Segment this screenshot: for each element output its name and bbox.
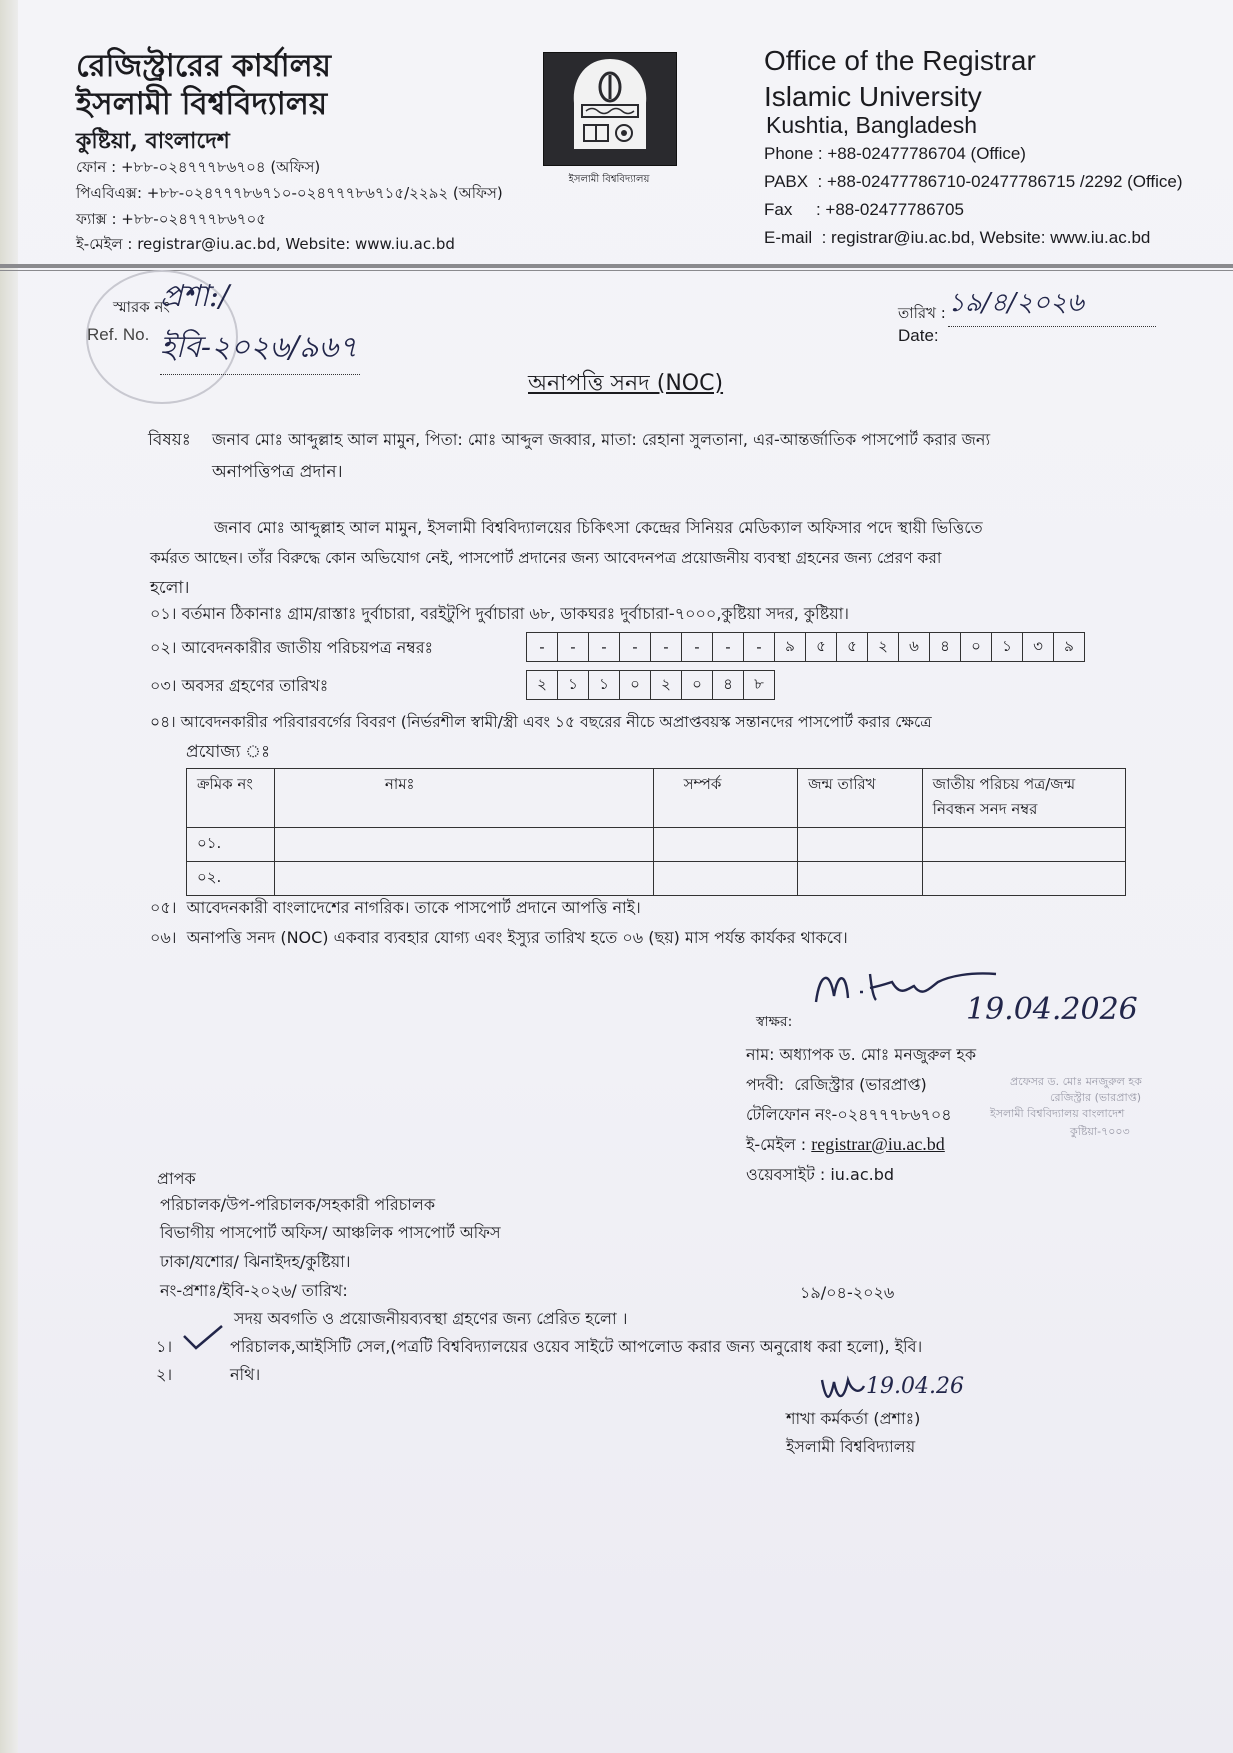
nid-digit-box-2: - xyxy=(589,633,620,662)
letterhead-pabx-bn: পিএবিএক্স: +৮৮-০২৪৭৭৭৮৬৭১০-০২৪৭৭৭৮৬৭১৫/২২৯২ (অফিস) xyxy=(76,184,503,202)
signatory-email xyxy=(746,1132,945,1159)
retirement-date-boxes xyxy=(526,670,775,700)
header-rule xyxy=(0,264,1233,268)
letterhead-fax-bn: ফ্যাক্স : +৮৮-০২৪৭৭৭৮৬৭০৫ xyxy=(76,210,266,228)
retire-digit-box-4: ২ xyxy=(651,671,682,700)
paragraph-line-2: কর্মরত আছেন। তাঁর বিরুদ্ধে কোন অভিযোগ নেই, পাসপোর্ট প্রদানের জন্য আবেদনপত্র প্রয়োজনীয় ব্যবস্থা গ্রহনের জন্য প্রেরণ করা xyxy=(150,549,942,567)
nid-digit-box-1: - xyxy=(558,633,589,662)
nid-digit-box-13: ৪ xyxy=(930,633,961,662)
copy-1-number: ১। xyxy=(156,1337,173,1356)
copy-2-text: নথি। xyxy=(230,1365,261,1384)
letterhead-office-en: Office of the Registrar xyxy=(764,45,1036,76)
copy-2-number: ২। xyxy=(156,1365,173,1384)
date-label-bn: তারিখ : xyxy=(898,304,946,322)
nid-digit-box-3: - xyxy=(620,633,651,662)
retire-digit-box-7: ৮ xyxy=(744,671,775,700)
item-5: ০৫। আবেদনকারী বাংলাদেশের নাগরিক। তাকে পাসপোর্ট প্রদানে আপত্তি নাই। xyxy=(150,898,641,917)
letterhead-phone-bn: ফোন : +৮৮-০২৪৭৭৭৮৬৭০৪ (অফিস) xyxy=(76,158,321,176)
seal-line-2: রেজিস্ট্রার (ভারপ্রাপ্ত) xyxy=(1050,1091,1142,1104)
table-cell xyxy=(798,828,923,862)
retire-digit-box-1: ১ xyxy=(558,671,589,700)
nid-digit-box-8: ৯ xyxy=(775,633,806,662)
letterhead-university-bn: ইসলামী বিশ্ববিদ্যালয় xyxy=(76,86,328,122)
item-3-label: ০৩। অবসর গ্রহণের তারিখঃ xyxy=(150,676,329,695)
table-cell: ০১. xyxy=(187,828,275,862)
copies-intro: সদয় অবগতি ও প্রয়োজনীয়ব্যবস্থা গ্রহণের জন্য প্রেরিত হলো । xyxy=(234,1309,628,1328)
family-members-table xyxy=(186,768,1126,896)
ref-label-bn: স্মারক নং xyxy=(113,298,170,316)
table-cell xyxy=(922,828,1125,862)
nid-digit-box-7: - xyxy=(744,633,775,662)
table-header-row xyxy=(187,769,1126,828)
document-title: অনাপত্তি সনদ (NOC) xyxy=(528,371,724,396)
memo-number: নং-প্রশাঃ/ইবি-২০২৬/ তারিখ: xyxy=(160,1281,348,1300)
header-rule-thin xyxy=(0,270,1233,271)
nid-digit-box-4: - xyxy=(651,633,682,662)
date-label-en: Date: xyxy=(898,326,939,345)
retire-digit-box-5: ০ xyxy=(682,671,713,700)
subject-line-2: অনাপত্তিপত্র প্রদান। xyxy=(212,462,343,482)
signature-date: 19.04.2026 xyxy=(966,992,1138,1027)
letterhead-email-en: E-mail : registrar@iu.ac.bd, Website: www.iu.ac.bd xyxy=(764,228,1151,247)
item-6: ০৬। অনাপত্তি সনদ (NOC) একবার ব্যবহার যোগ্য এবং ইস্যুর তারিখ হতে ০৬ (ছয়) মাস পর্যন্ত কার্যকর থাকবে। xyxy=(150,928,848,947)
nid-digit-box-16: ৩ xyxy=(1023,633,1054,662)
signatory-designation: পদবী: রেজিস্ট্রার (ভারপ্রাপ্ত) xyxy=(746,1075,927,1094)
check-mark-icon xyxy=(180,1322,226,1352)
letterhead-location-en: Kushtia, Bangladesh xyxy=(766,112,977,138)
seal-line-3: ইসলামী বিশ্ববিদ্যালয় বাংলাদেশ xyxy=(990,1107,1125,1120)
item-1-address: ০১। বর্তমান ঠিকানাঃ গ্রাম/রাস্তাঃ দুর্বাচারা, বরইটুপি দুর্বাচারা ৬৮, ডাকঘরঃ দুর্বাচারা-৭০০০,কুষ্টিয়া সদর, কুষ্টিয়া। xyxy=(150,604,850,623)
email-link[interactable]: registrar@iu.ac.bd xyxy=(811,1134,945,1154)
university-logo-icon xyxy=(544,53,676,165)
nid-digit-box-5: - xyxy=(682,633,713,662)
signatory-phone: টেলিফোন নং-০২৪৭৭৭৮৬৭০৪ xyxy=(746,1105,952,1124)
col-nid: জাতীয় পরিচয় পত্র/জন্ম নিবন্ধন সনদ নম্বর xyxy=(922,769,1125,828)
nid-digit-box-15: ১ xyxy=(992,633,1023,662)
recipient-label: প্রাপক xyxy=(157,1169,196,1188)
section-officer-signature-icon xyxy=(818,1372,866,1406)
ref-number: প্রশা:/ইবি-২০২৬/৯৬৭ xyxy=(160,272,360,375)
nid-digit-box-10: ৫ xyxy=(837,633,868,662)
email-label: ই-মেইল : xyxy=(746,1135,812,1154)
col-serial: ক্রমিক নং xyxy=(187,769,275,828)
letterhead-email-bn: ই-মেইল : registrar@iu.ac.bd, Website: www.iu.ac.bd xyxy=(76,235,455,253)
table-cell xyxy=(798,862,923,896)
recipient-line-3: ঢাকা/যশোর/ ঝিনাইদহ/কুষ্টিয়া। xyxy=(160,1252,351,1271)
item-2-label: ০২। আবেদনকারীর জাতীয় পরিচয়পত্র নম্বরঃ xyxy=(150,638,434,657)
letterhead-office-bn: রেজিস্ট্রারের কার্যালয় xyxy=(76,48,331,84)
col-birth-date: জন্ম তারিখ xyxy=(798,769,923,828)
recipient-line-2: বিভাগীয় পাসপোর্ট অফিস/ আঞ্চলিক পাসপোর্ট অফিস xyxy=(160,1223,501,1242)
item-4-line-2: প্রযোজ্য ঃ xyxy=(186,742,271,762)
seal-line-4: কুষ্টিয়া-৭০০৩ xyxy=(1070,1125,1130,1138)
nid-digit-box-14: ০ xyxy=(961,633,992,662)
ref-label-en: Ref. No. xyxy=(87,325,150,344)
seal-line-1: প্রফেসর ড. মোঃ মনজুরুল হক xyxy=(1010,1075,1142,1088)
table-cell xyxy=(274,862,653,896)
nid-digit-box-12: ৬ xyxy=(899,633,930,662)
nid-digit-box-9: ৫ xyxy=(806,633,837,662)
table-row xyxy=(187,862,1126,896)
section-officer-date: 19.04.26 xyxy=(866,1374,964,1399)
subject-label: বিষয়ঃ xyxy=(148,430,191,450)
retire-digit-box-2: ১ xyxy=(589,671,620,700)
table-cell xyxy=(653,862,798,896)
copy-1-text: পরিচালক,আইসিটি সেল,(পত্রটি বিশ্ববিদ্যালয়ের ওয়েব সাইটে আপলোড করার জন্য অনুরোধ করা হলো), ইবি। xyxy=(230,1337,923,1356)
paragraph-line-3: হলো। xyxy=(150,578,190,598)
paragraph-line-1: জনাব মোঃ আব্দুল্লাহ আল মামুন, ইসলামী বিশ্ববিদ্যালয়ের চিকিৎসা কেন্দ্রের সিনিয়র মেডিক্যাল অফিসার পদে স্থায়ী ভিত্তিতে xyxy=(214,518,983,537)
date-value: ১৯/৪/২০২৬ xyxy=(948,282,1156,327)
nid-digit-box-6: - xyxy=(713,633,744,662)
retire-digit-box-6: ৪ xyxy=(713,671,744,700)
letterhead-pabx-en: PABX : +88-02477786710-02477786715 /2292 (Office) xyxy=(764,172,1183,191)
retire-digit-box-3: ০ xyxy=(620,671,651,700)
col-name: নামঃ xyxy=(274,769,653,828)
table-cell xyxy=(922,862,1125,896)
table-cell xyxy=(274,828,653,862)
letterhead-fax-en: Fax : +88-02477786705 xyxy=(764,200,964,219)
col-relation: সম্পর্ক xyxy=(653,769,798,828)
memo-date: ১৯/০৪-২০২৬ xyxy=(800,1283,895,1302)
subject-line-1: জনাব মোঃ আব্দুল্লাহ আল মামুন, পিতা: মোঃ আব্দুল জব্বার, মাতা: রেহানা সুলতানা, এর-আন্তর্জাতিক পাসপোর্ট করার জন্য xyxy=(212,430,991,449)
nid-number-boxes xyxy=(526,632,1085,662)
table-row xyxy=(187,828,1126,862)
signature-label: স্বাক্ষর: xyxy=(756,1014,793,1030)
table-cell: ০২. xyxy=(187,862,275,896)
signatory-name: নাম: অধ্যাপক ড. মোঃ মনজুরুল হক xyxy=(746,1045,977,1064)
section-officer-title: শাখা কর্মকর্তা (প্রশাঃ) xyxy=(786,1409,921,1428)
signatory-website: ওয়েবসাইট : iu.ac.bd xyxy=(746,1165,895,1184)
logo-caption: ইসলামী বিশ্ববিদ্যালয় xyxy=(568,174,650,185)
letterhead-university-en: Islamic University xyxy=(764,81,982,112)
university-logo xyxy=(543,52,677,166)
section-officer-university: ইসলামী বিশ্ববিদ্যালয় xyxy=(786,1437,916,1456)
nid-digit-box-11: ২ xyxy=(868,633,899,662)
recipient-line-1: পরিচালক/উপ-পরিচালক/সহকারী পরিচালক xyxy=(160,1195,436,1214)
letterhead-location-bn: কুষ্টিয়া, বাংলাদেশ xyxy=(76,128,230,154)
table-cell xyxy=(653,828,798,862)
nid-digit-box-17: ৯ xyxy=(1054,633,1085,662)
retire-digit-box-0: ২ xyxy=(527,671,558,700)
item-4-line-1: ০৪। আবেদনকারীর পরিবারবর্গের বিবরণ (নির্ভরশীল স্বামী/স্ত্রী এবং ১৫ বছরের নীচে অপ্রাপ্তবয়স্ক সন্তানদের পাসপোর্ট করার ক্ষেত্রে xyxy=(150,713,932,731)
nid-digit-box-0: - xyxy=(527,633,558,662)
letterhead-phone-en: Phone : +88-02477786704 (Office) xyxy=(764,144,1026,163)
